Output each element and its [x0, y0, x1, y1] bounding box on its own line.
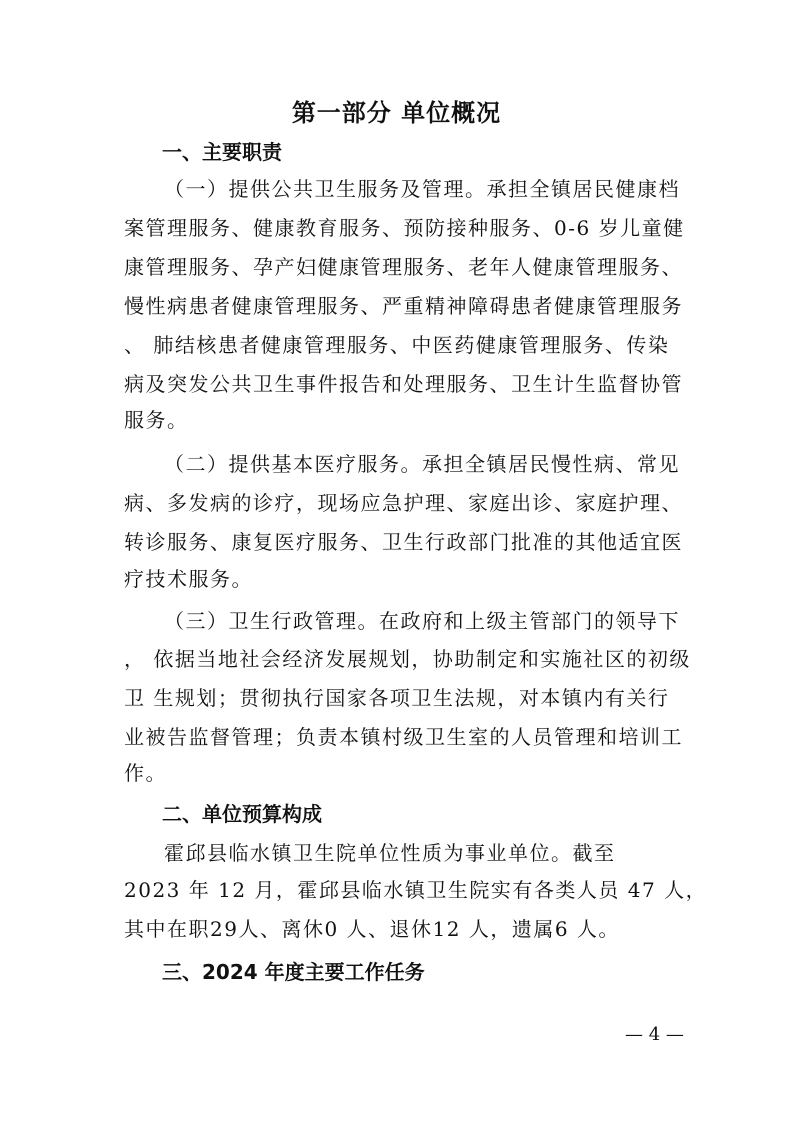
para1-line: 、 肺结核患者健康管理服务、中医药健康管理服务、传染	[124, 333, 670, 357]
para2-line: 疗技术服务。	[124, 567, 253, 591]
para1-line: 服务。	[124, 408, 189, 432]
para3-line: 业被告监督管理；负责本镇村级卫生室的人员管理和培训工	[124, 725, 683, 749]
para1-line: 案管理服务、健康教育服务、预防接种服务、0-6 岁儿童健	[124, 216, 685, 240]
budget-line: 霍邱县临水镇卫生院单位性质为事业单位。截至	[164, 841, 616, 865]
budget-line: 其中在职29人、离休0 人、退休12 人，遗属6 人。	[124, 917, 620, 941]
para1-line: 康管理服务、孕产妇健康管理服务、老年人健康管理服务、	[124, 255, 683, 279]
section-heading-duties: 一、主要职责	[162, 140, 282, 164]
para1-line: 病及突发公共卫生事件报告和处理服务、卫生计生监督协管	[124, 372, 683, 396]
para3-line: 作。	[124, 761, 167, 785]
para2-line: 病、多发病的诊疗，现场应急护理、家庭出诊、家庭护理、	[124, 491, 683, 515]
para2-line: 转诊服务、康复医疗服务、卫生行政部门批准的其他适宜医	[124, 530, 683, 554]
para1-line: 慢性病患者健康管理服务、严重精神障碍患者健康管理服务	[124, 294, 683, 318]
para3-line: 卫 生规划；贯彻执行国家各项卫生法规，对本镇内有关行	[124, 686, 670, 710]
para1-line: （一）提供公共卫生服务及管理。承担全镇居民健康档	[164, 177, 680, 201]
budget-line: 2023 年 12 月，霍邱县临水镇卫生院实有各类人员 47 人，	[124, 878, 708, 902]
para3-line: （三）卫生行政管理。在政府和上级主管部门的领导下	[164, 609, 680, 633]
para3-line: ， 依据当地社会经济发展规划，协助制定和实施社区的初级	[124, 647, 691, 671]
para2-line: （二）提供基本医疗服务。承担全镇居民慢性病、常见	[164, 452, 680, 476]
page-title: 第一部分 单位概况	[291, 98, 502, 127]
section-heading-budget: 二、单位预算构成	[162, 802, 322, 826]
section-heading-tasks: 三、2024 年度主要工作任务	[162, 960, 425, 984]
page-number: — 4 —	[625, 1024, 684, 1045]
